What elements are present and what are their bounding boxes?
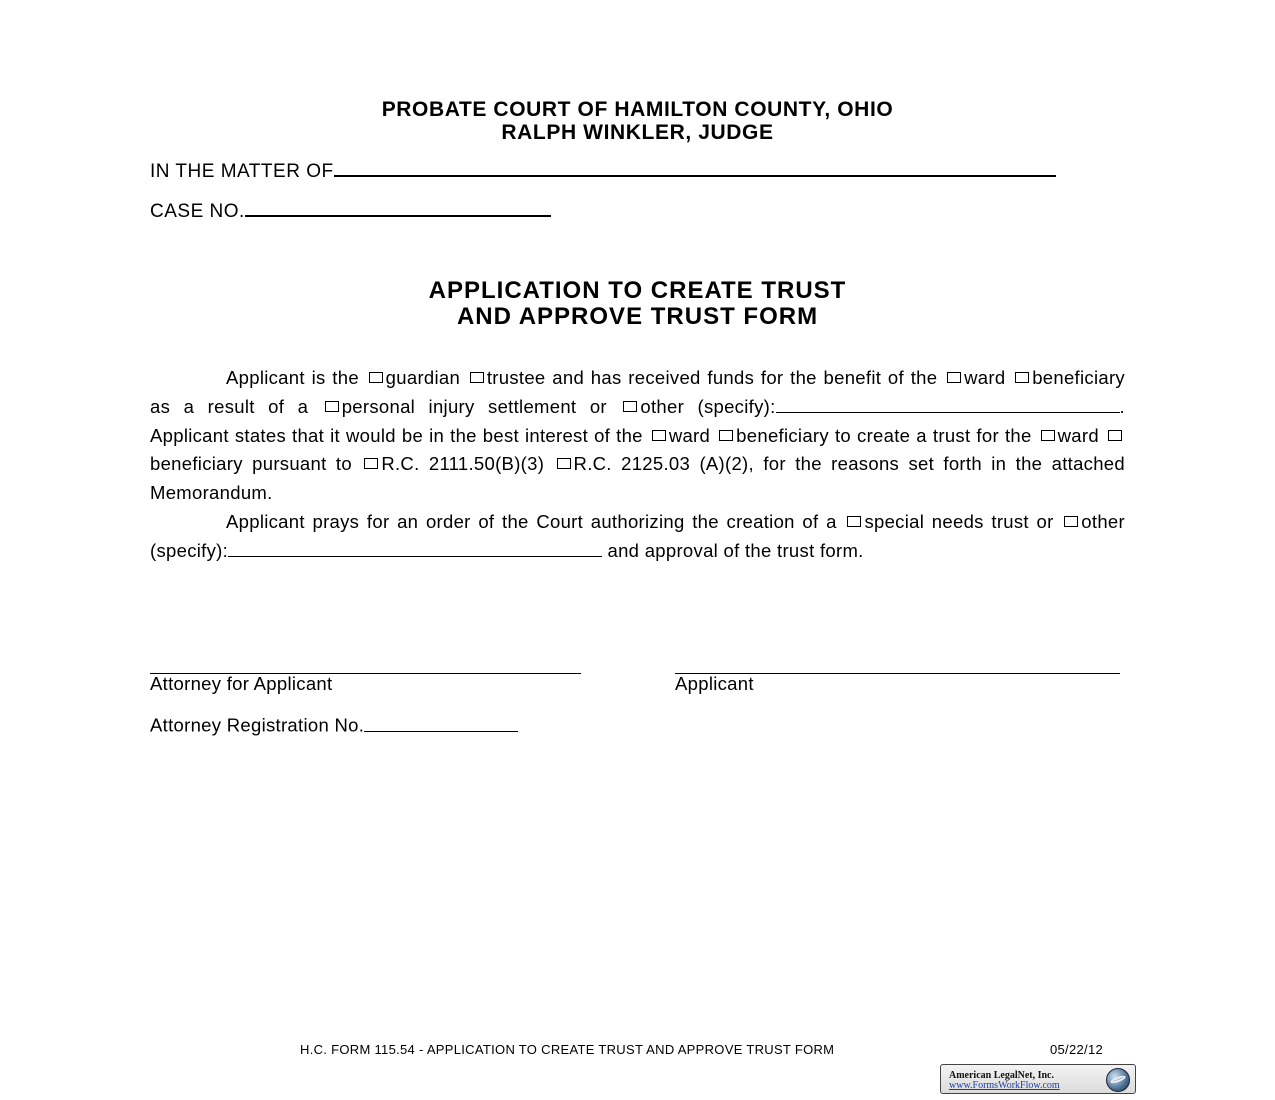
ward-checkbox[interactable] <box>947 372 961 383</box>
ward-label-2: ward <box>668 424 711 446</box>
personal-injury-checkbox[interactable] <box>325 401 339 412</box>
ward-checkbox-3[interactable] <box>1041 430 1055 441</box>
case-no-label: CASE NO. <box>150 201 245 222</box>
ward-label: ward <box>964 367 1006 388</box>
rc-2125-checkbox[interactable] <box>557 458 571 469</box>
globe-icon <box>1106 1068 1130 1092</box>
ward-checkbox-2[interactable] <box>652 430 666 441</box>
judge-name: RALPH WINKLER, JUDGE <box>501 121 774 144</box>
p1-text-6: pursuant to <box>252 453 352 475</box>
beneficiary-label-3: beneficiary <box>150 453 243 475</box>
trustee-checkbox[interactable] <box>470 372 484 383</box>
paragraph-1 <box>150 364 1125 508</box>
registration-label: Attorney Registration No. <box>150 714 365 736</box>
other-source-checkbox[interactable] <box>623 401 637 412</box>
case-no-field <box>150 201 551 223</box>
registration-field <box>150 712 518 737</box>
p1-text-4: . Applicant states that it would be in the best interest of the <box>150 395 1125 446</box>
special-needs-label: special needs trust or <box>864 510 1054 532</box>
rc-2111-checkbox[interactable] <box>364 458 378 469</box>
trustee-label: trustee <box>486 367 546 388</box>
p2-text-2: and approval of the trust form. <box>607 539 864 561</box>
matter-input-line[interactable] <box>334 175 1056 177</box>
beneficiary-checkbox[interactable] <box>1015 372 1029 383</box>
p1-text-3: as a result of a <box>150 395 309 417</box>
beneficiary-label: beneficiary <box>1032 367 1125 388</box>
form-title-line1: APPLICATION TO CREATE TRUST <box>428 277 847 304</box>
form-title-line2: AND APPROVE TRUST FORM <box>456 303 819 330</box>
guardian-label: guardian <box>385 367 461 388</box>
beneficiary-checkbox-3[interactable] <box>1108 430 1122 441</box>
p2-text-1: Applicant prays for an order of the Court authorizing the creation of a <box>226 510 837 532</box>
matter-field <box>150 161 1056 183</box>
matter-label: IN THE MATTER OF <box>150 161 334 182</box>
p1-text-2: and has received funds for the benefit of the <box>552 367 938 388</box>
paragraph-2 <box>150 508 1125 566</box>
other-source-label: other (specify): <box>640 395 776 417</box>
other-source-blank[interactable] <box>776 393 1120 413</box>
p1-text-1: Applicant is the <box>226 367 359 388</box>
applicant-label: Applicant <box>675 673 754 694</box>
logo-company-name: American LegalNet, Inc. <box>949 1070 1054 1081</box>
other-trust-label: other (specify): <box>150 510 1125 561</box>
special-needs-checkbox[interactable] <box>847 516 861 527</box>
application-body <box>150 364 1125 566</box>
rc-2111-label: R.C. 2111.50(B)(3) <box>381 453 545 475</box>
beneficiary-checkbox-2[interactable] <box>719 430 733 441</box>
other-trust-checkbox[interactable] <box>1064 516 1078 527</box>
ward-label-3: ward <box>1057 424 1099 446</box>
form-date: 05/22/12 <box>1050 1042 1104 1057</box>
form-footer: H.C. FORM 115.54 - APPLICATION TO CREATE TRUST AND APPROVE TRUST FORM <box>300 1042 835 1057</box>
rc-2125-label: R.C. 2125.03 (A)(2), <box>573 453 754 475</box>
attorney-label: Attorney for Applicant <box>150 673 333 694</box>
p1-text-7: for the reasons set forth in the attached Memorandum. <box>150 453 1125 504</box>
court-name: PROBATE COURT OF HAMILTON COUNTY, OHIO <box>381 98 894 121</box>
case-no-input-line[interactable] <box>245 215 551 217</box>
guardian-checkbox[interactable] <box>369 372 383 383</box>
beneficiary-label-2: beneficiary <box>736 424 829 446</box>
legalnet-logo[interactable] <box>940 1064 1136 1094</box>
p1-text-5: to create a trust for the <box>834 424 1032 446</box>
logo-url[interactable]: www.FormsWorkFlow.com <box>949 1080 1060 1091</box>
registration-input-line[interactable] <box>364 712 518 732</box>
personal-injury-label: personal injury settlement or <box>341 395 607 417</box>
other-trust-blank[interactable] <box>228 537 602 557</box>
